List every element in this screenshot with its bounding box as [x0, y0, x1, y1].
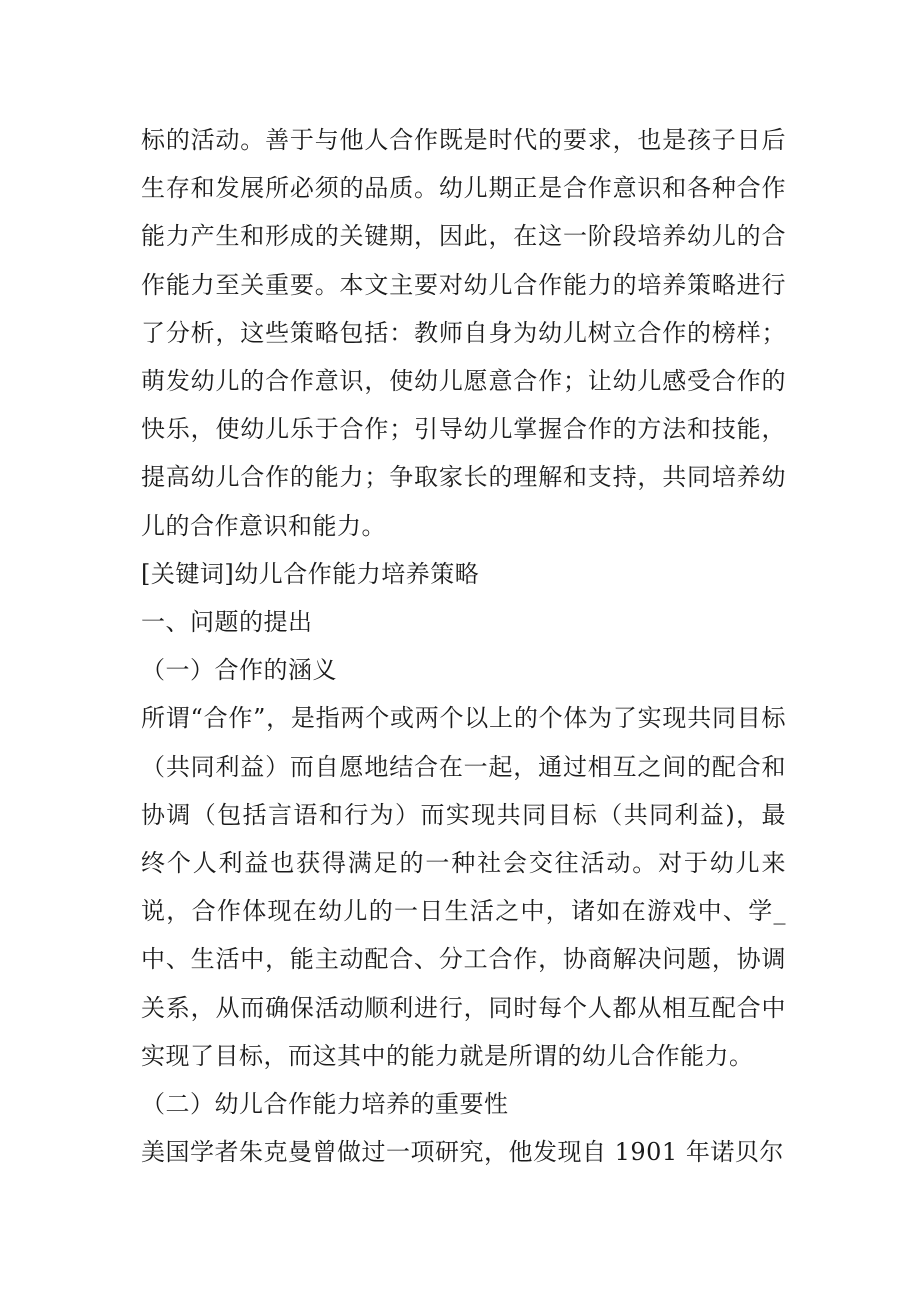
abstract-paragraph: 标的活动。善于与他人合作既是时代的要求，也是孩子日后生存和发展所必须的品质。幼儿期正是合作意识和各种合作能力产生和形成的关键期，因此，在这一阶段培养幼儿的合作能力至关重要。本文主要对幼儿合作能力的培养策略进行了分析，这些策略包括：教师自身为幼儿树立合作的榜样；萌发幼儿的合作意识，使幼儿愿意合作；让幼儿感受合作的快乐，使幼儿乐于合作；引导幼儿掌握合作的方法和技能，提高幼儿合作的能力；争取家长的理解和支持，共同培养幼儿的合作意识和能力。	[141, 126, 786, 540]
section-heading: 一、问题的提出	[141, 608, 313, 637]
body-paragraph: 所谓“合作”，是指两个或两个以上的个体为了实现共同目标（共同利益）而自愿地结合在一起，通过相互之间的配合和协调（包括言语和行为）而实现共同目标（共同利益)，最终个人利益也获得满足的一种社会交往活动。对于幼儿来说，合作体现在幼儿的一日生活之中，诸如在游戏中、学_中、生活中，能主动配合、分工合作，协商解决问题，协调关系，从而确保活动顺利进行，同时每个人都从相互配合中实现了目标，而这其中的能力就是所谓的幼儿合作能力。	[141, 704, 786, 1070]
keywords-line: [关键词]幼儿合作能力培养策略	[141, 559, 480, 588]
subsection-heading: （一）合作的涵义	[141, 656, 337, 685]
body-paragraph: 美国学者朱克曼曾做过一项研究，他发现自 1901 年诺贝尔	[141, 1138, 784, 1167]
document-body	[141, 116, 786, 1176]
subsection-heading: （二）幼儿合作能力培养的重要性	[141, 1090, 509, 1119]
